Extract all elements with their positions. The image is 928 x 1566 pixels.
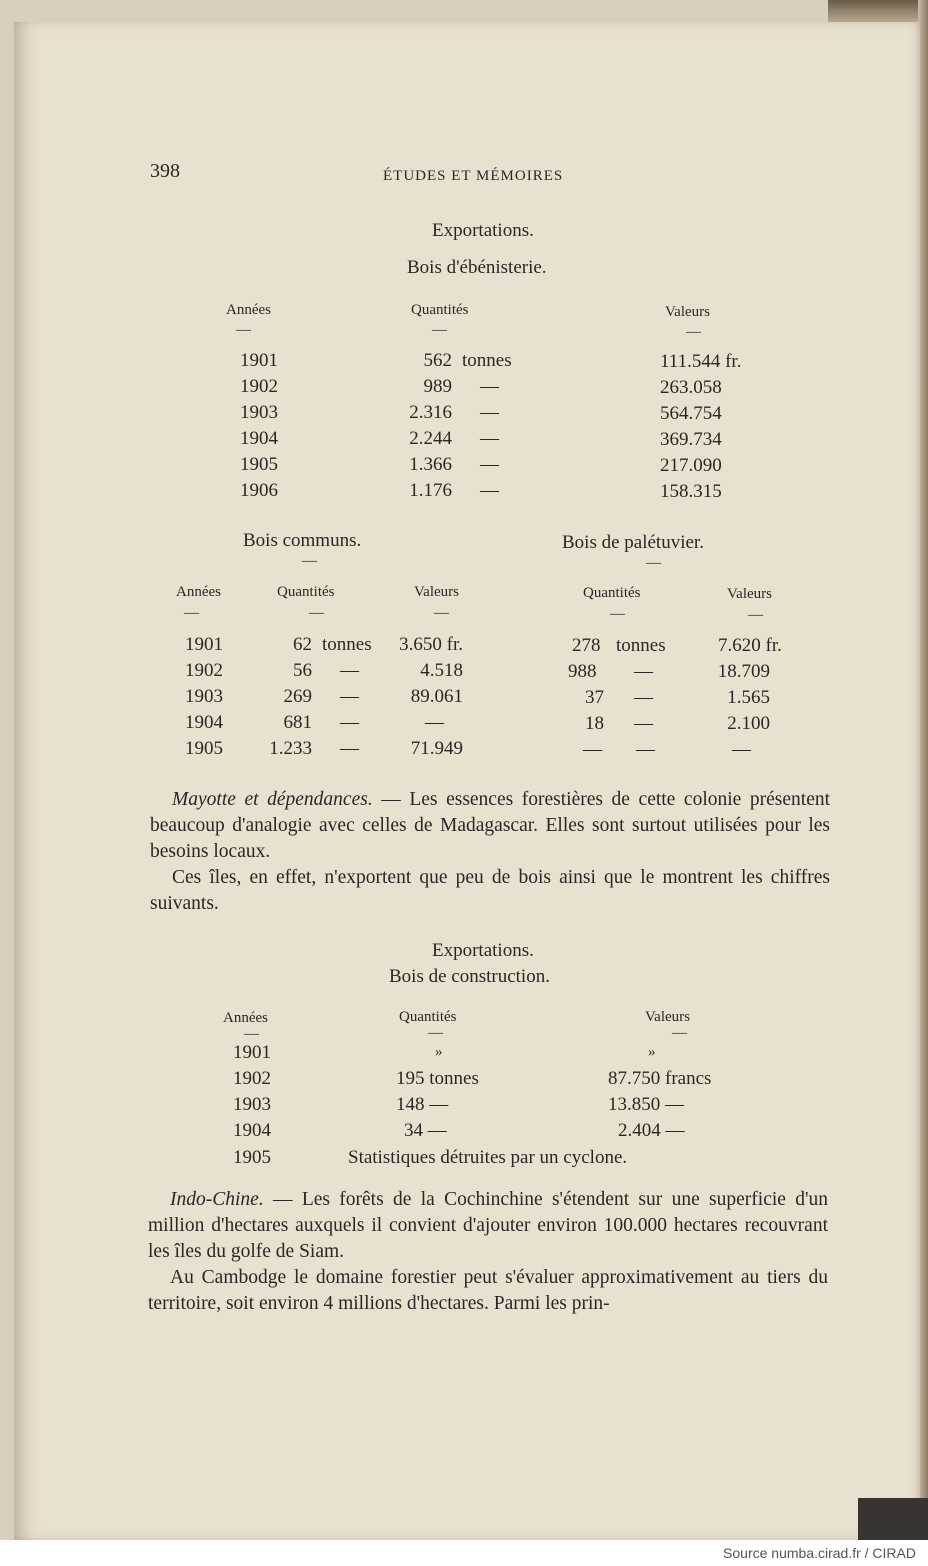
value-cell: 369.734	[660, 429, 722, 450]
table2-header-quantites: Quantités	[277, 584, 335, 600]
table3-subtitle: Bois de construction.	[389, 966, 550, 987]
unit-cell: —	[480, 480, 499, 501]
value-cell: 3.650 fr.	[399, 634, 463, 655]
table2-header-valeurs-right: Valeurs	[727, 586, 772, 602]
unit-cell: tonnes	[322, 634, 372, 655]
unit-cell: —	[340, 738, 359, 759]
quantity-cell-right: 18	[585, 713, 604, 734]
indochine-paragraph	[148, 1187, 828, 1265]
value-cell: 564.754	[660, 403, 722, 424]
value-cell: 89.061	[410, 686, 463, 707]
quantity-cell-right: —	[583, 739, 602, 760]
source-credit: Source numba.cirad.fr / CIRAD	[723, 1545, 916, 1561]
year-cell: 1905	[233, 1147, 271, 1168]
table1-header-dash: —	[432, 322, 447, 338]
cyclone-note: Statistiques détruites par un cyclone.	[348, 1147, 628, 1168]
table1-header-dash: —	[236, 322, 251, 338]
value-cell: »	[648, 1044, 656, 1060]
quantity-cell: 195 tonnes	[396, 1068, 479, 1089]
mayotte-paragraph	[150, 787, 830, 865]
quantity-cell: 56	[293, 660, 312, 681]
value-cell-right: —	[732, 739, 751, 760]
table1-header-annees: Années	[226, 302, 271, 318]
unit-cell-right: tonnes	[616, 635, 666, 656]
table2-header-dash: —	[434, 605, 449, 621]
quantity-cell: 269	[283, 686, 312, 707]
year-cell: 1901	[240, 350, 278, 371]
unit-cell: —	[480, 402, 499, 423]
unit-cell-right: —	[634, 661, 653, 682]
year-cell: 1904	[185, 712, 223, 733]
indochine-heading: Indo-Chine.	[170, 1189, 264, 1210]
table3-header-dash: —	[672, 1025, 687, 1041]
value-cell: 111.544 fr.	[660, 351, 742, 372]
table3-header-quantites: Quantités	[399, 1009, 457, 1025]
value-cell: 71.949	[410, 738, 463, 759]
year-cell: 1901	[185, 634, 223, 655]
indochine-paragraph-text: — Les forêts de la Cochinchine s'étendent sur une superficie d'un million d'hectares auxquels il convient d'ajouter environ 100.000 hectares recouvrant les îles du golfe de Siam.	[148, 1189, 828, 1262]
unit-cell: tonnes	[462, 350, 512, 371]
table1-header-dash: —	[686, 324, 701, 340]
quantity-cell: 681	[283, 712, 312, 733]
table2-title-dash: —	[646, 555, 661, 571]
year-cell: 1901	[233, 1042, 271, 1063]
quantity-cell-right: 37	[585, 687, 604, 708]
year-cell: 1904	[233, 1120, 271, 1141]
quantity-cell: 62	[293, 634, 312, 655]
table3-header-dash: —	[244, 1026, 259, 1042]
value-cell-right: 7.620 fr.	[718, 635, 782, 656]
page-number: 398	[150, 160, 180, 182]
unit-cell-right: —	[634, 687, 653, 708]
table2-title-dash: —	[302, 553, 317, 569]
year-cell: 1902	[185, 660, 223, 681]
value-cell: 4.518	[420, 660, 463, 681]
table3-header-annees: Années	[223, 1010, 268, 1026]
table2-title-right: Bois de palétuvier.	[562, 532, 704, 553]
table2-header-annees: Années	[176, 584, 221, 600]
mayotte-heading: Mayotte et dépendances.	[172, 789, 373, 810]
value-cell: 2.404 —	[618, 1120, 685, 1141]
quantity-cell: 1.233	[269, 738, 312, 759]
table1-title: Exportations.	[432, 220, 534, 241]
running-title: ÉTUDES ET MÉMOIRES	[383, 168, 564, 184]
quantity-cell: 34 —	[404, 1120, 447, 1141]
year-cell: 1905	[240, 454, 278, 475]
year-cell: 1904	[240, 428, 278, 449]
unit-cell: —	[480, 376, 499, 397]
table2-header-dash: —	[610, 606, 625, 622]
table2-header-dash: —	[309, 605, 324, 621]
table3-header-dash: —	[428, 1025, 443, 1041]
value-cell: 87.750 francs	[608, 1068, 712, 1089]
quantity-cell: 562	[423, 350, 452, 371]
unit-cell: —	[340, 712, 359, 733]
year-cell: 1905	[185, 738, 223, 759]
year-cell: 1903	[185, 686, 223, 707]
table2-header-dash: —	[184, 605, 199, 621]
table2-title-left: Bois communs.	[243, 530, 362, 551]
quantity-cell: 2.316	[409, 402, 452, 423]
quantity-cell-right: 278	[572, 635, 601, 656]
unit-cell-right: —	[636, 739, 655, 760]
value-cell: —	[425, 712, 444, 733]
mayotte-paragraph-2: Ces îles, en effet, n'exportent que peu de bois ainsi que le montrent les chiffres suivants.	[150, 867, 830, 914]
quantity-cell: 989	[423, 376, 452, 397]
year-cell: 1903	[240, 402, 278, 423]
year-cell: 1902	[240, 376, 278, 397]
unit-cell-right: —	[634, 713, 653, 734]
table1-subtitle: Bois d'ébénisterie.	[407, 257, 547, 278]
value-cell: 158.315	[660, 481, 722, 502]
unit-cell: —	[480, 454, 499, 475]
quantity-cell-right: 988	[568, 661, 597, 682]
table2-header-quantites-right: Quantités	[583, 585, 641, 601]
quantity-cell: 2.244	[409, 428, 452, 449]
mayotte-paragraph-text: — Les essences forestières de cette colonie présentent beaucoup d'analogie avec celles de Madagascar. Elles sont surtout utilisées pour les besoins locaux.	[150, 789, 831, 862]
table3-header-valeurs: Valeurs	[645, 1009, 690, 1025]
quantity-cell: 1.366	[409, 454, 452, 475]
table1-header-valeurs: Valeurs	[665, 304, 710, 320]
quantity-cell: »	[435, 1044, 443, 1060]
value-cell: 13.850 —	[608, 1094, 684, 1115]
book-corner-top	[828, 0, 928, 22]
indochine-paragraph-2: Au Cambodge le domaine forestier peut s'évaluer approximativement au tiers du territoire, soit environ 4 millions d'hectares. Parmi les prin-	[148, 1267, 828, 1314]
unit-cell: —	[340, 660, 359, 681]
table2-header-valeurs: Valeurs	[414, 584, 459, 600]
table1-header-quantites: Quantités	[411, 302, 469, 318]
value-cell: 217.090	[660, 455, 722, 476]
value-cell-right: 18.709	[717, 661, 770, 682]
year-cell: 1903	[233, 1094, 271, 1115]
value-cell: 263.058	[660, 377, 722, 398]
unit-cell: —	[340, 686, 359, 707]
book-corner-bottom	[858, 1498, 928, 1540]
unit-cell: —	[480, 428, 499, 449]
table3-title: Exportations.	[432, 940, 534, 961]
quantity-cell: 1.176	[409, 480, 452, 501]
year-cell: 1902	[233, 1068, 271, 1089]
table2-header-dash: —	[748, 607, 763, 623]
value-cell-right: 1.565	[727, 687, 770, 708]
quantity-cell: 148 —	[396, 1094, 449, 1115]
year-cell: 1906	[240, 480, 278, 501]
value-cell-right: 2.100	[727, 713, 770, 734]
